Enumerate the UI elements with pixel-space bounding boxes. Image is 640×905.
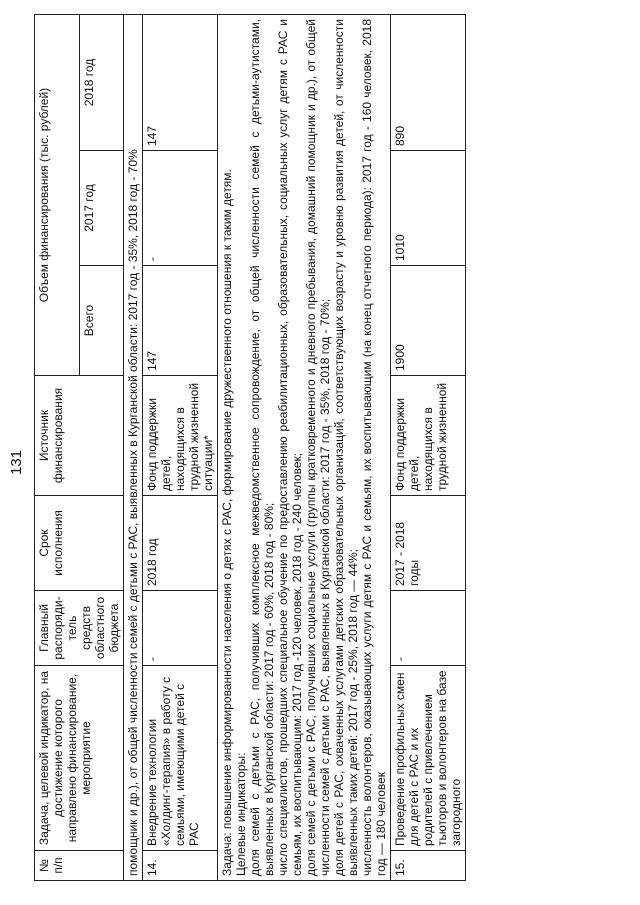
row15-2018: 890 [391, 14, 466, 150]
row14-total: 147 [143, 266, 218, 376]
row14-2018: 147 [143, 14, 218, 150]
header-admin: Главный распоряди-тель средств областного бюджета [35, 591, 124, 666]
header-source: Источник финансирования [35, 376, 124, 496]
row15-task: Проведение профильных смен для детей с РАС и их родителей с привлечением тьюторов и волонтеров на базе загородного [391, 666, 466, 851]
row14-source: Фонд поддержки детей, находящихся в трудной жизненной ситуации* [143, 376, 218, 496]
header-term: Срок исполнения [35, 496, 124, 591]
table-header-row [35, 14, 80, 880]
task-block: Задача: повышение информированности населения о детях с РАС, формирование дружественного отношения к таким детям. Целевые индикаторы: доля семей с детьми с РАС, получивших комплексное межведомственное сопровождение, от общей численности семей с детьми-аутистами, выявленных в Курганской области: 2017 год - 60%, 2018 год - 80%; число специалистов, прошедших специальное обучение по предоставлению реабилитационных, образовательных, социальных услуг детям с РАС и семьям, их воспитывающим: 2017 год -120 человек, 2018 год - 240 человек; доля семей с детьми с РАС, получивших социальные услуги (группы кратковременного и дневного пребывания, домашний помощник и др.), от общей численности семей с детьми с РАС, выявленных в Курганской области: 2017 год - 35%, 2018 год - 70%; доля детей с РАС, охваченных услугами детских образовательных организаций, соответствующих возрасту и уровню развития детей, от численности выявленных таких детей: 2017 год - 25%, 2018 год — 44%; численность волонтеров, оказывающих услуги детям с РАС и семьям, их воспитывающим (на конец отчетного периода): 2017 год - 160 человек, 2018 год — 180 человек [218, 14, 391, 880]
indicator-row [124, 14, 143, 880]
row15-num: 15. [391, 851, 466, 881]
row14-admin: - [143, 591, 218, 666]
header-num: № п/п [35, 851, 124, 881]
header-total: Всего [79, 266, 124, 376]
table-row-15 [391, 14, 466, 880]
header-task: Задача, целевой индикатор, на достижение которого направлено финансирование, мероприятие [35, 666, 124, 851]
page-number: 131 [8, 449, 25, 475]
row15-2017: 1010 [391, 151, 466, 266]
row14-term: 2018 год [143, 496, 218, 591]
indicator-text: помощник и др.), от общей численности семей с детьми с РАС, выявленных в Курганской области: 2017 год - 35%, 2018 год - 70% [124, 14, 143, 880]
row15-admin: - [391, 591, 466, 666]
row14-num: 14. [143, 851, 218, 881]
header-2017: 2017 год [79, 151, 124, 266]
task-row [218, 14, 391, 880]
row15-term: 2017 - 2018 годы [391, 496, 466, 591]
row15-total: 1900 [391, 266, 466, 376]
row14-2017: - [143, 151, 218, 266]
row14-task: Внедрение технологии «Холдинг-терапия» в работу с семьями, имеющими детей с РАС [143, 666, 218, 851]
row15-source: Фонд поддержки детей, находящихся в трудной жизненной [391, 376, 466, 496]
header-2018: 2018 год [79, 14, 124, 150]
financing-table [34, 14, 466, 881]
header-volume: Объем финансирования (тыс. рублей) [35, 14, 80, 375]
table-row-14 [143, 14, 218, 880]
